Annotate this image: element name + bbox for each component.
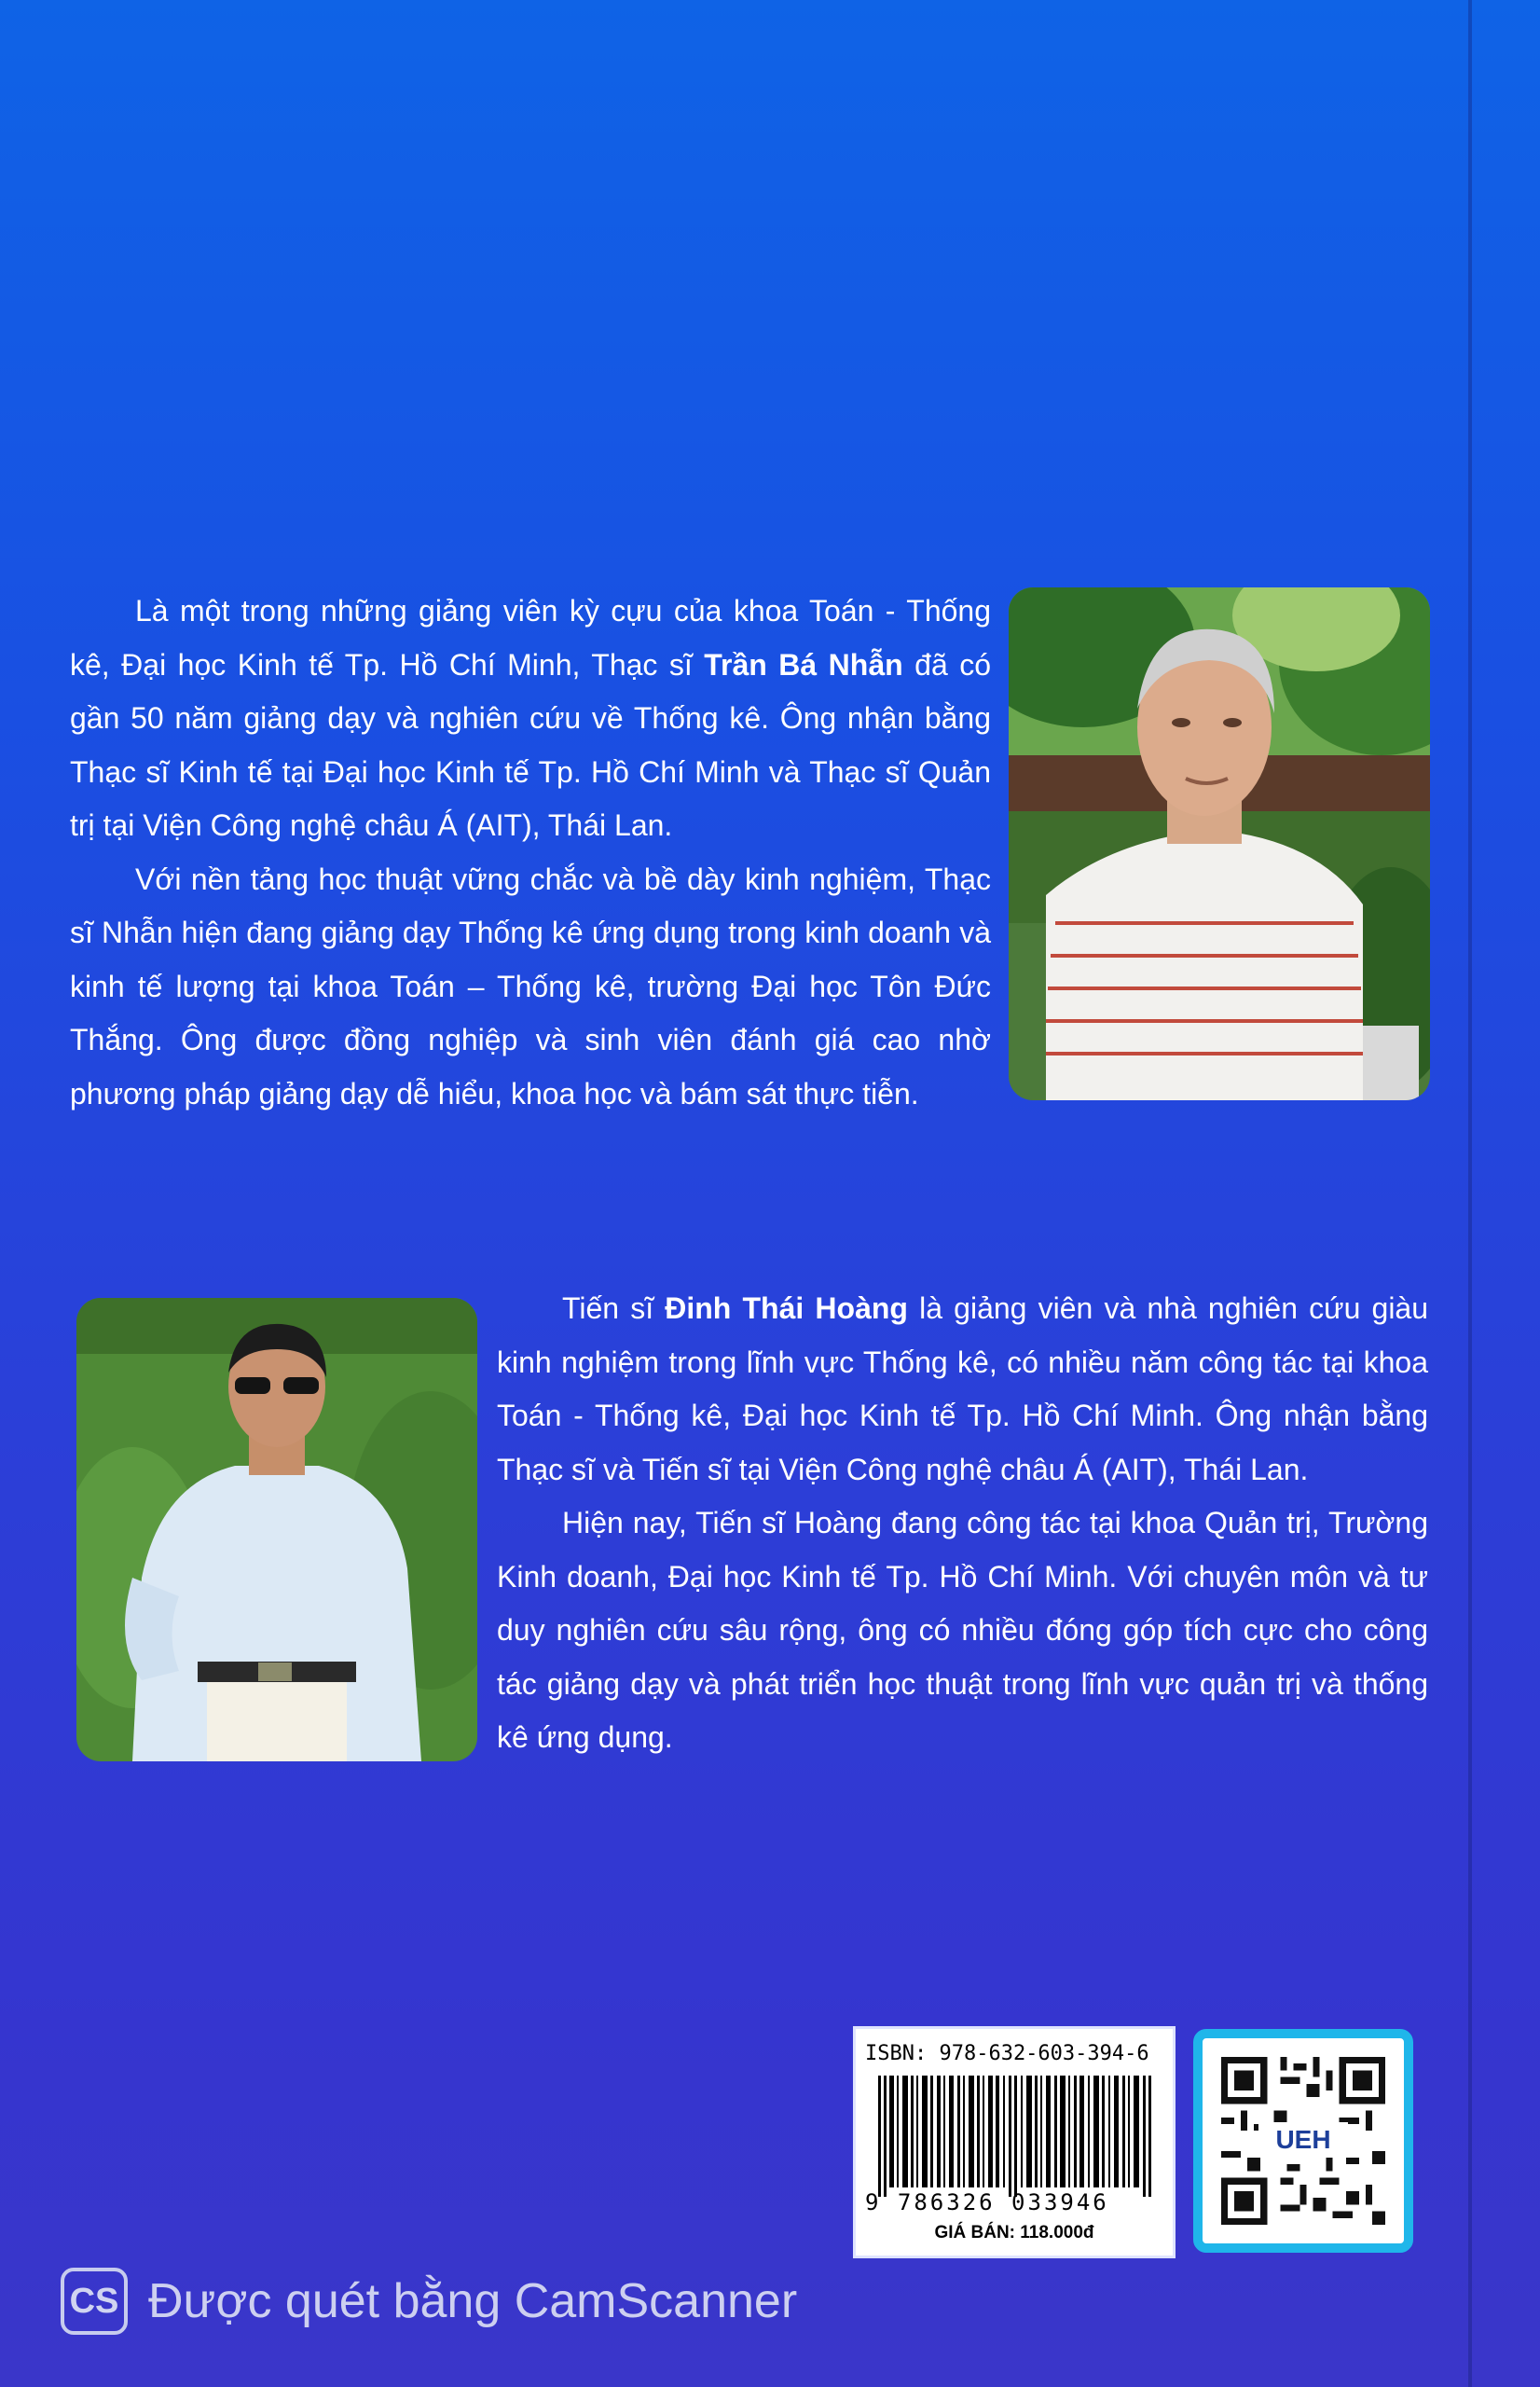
price-label: GIÁ BÁN: 118.000đ <box>934 2223 1094 2242</box>
author1-photo <box>1009 587 1430 1100</box>
barcode-digits: 9 786326 033946 <box>865 2189 1109 2215</box>
author2-paragraph1-pre: Tiến sĩ <box>562 1291 666 1325</box>
author1-paragraph1-post: đã có gần 50 năm giảng dạy và nghiên cứu về Thống kê. Ông nhận bằng Thạc sĩ Kinh tế tại Đại học Kinh tế Tp. Hồ Chí Minh và Thạc sĩ Quản trị tại Viện Công nghệ châu Á (AIT), Thái Lan. <box>70 647 991 842</box>
author2-photo <box>76 1298 477 1761</box>
isbn-barcode <box>856 2029 1173 2256</box>
camscanner-watermark <box>61 2264 797 2339</box>
spine-edge <box>1468 0 1472 2387</box>
author2-paragraph1 <box>497 1282 1428 1497</box>
author1-bio <box>70 585 991 1121</box>
author1-paragraph1-pre: Là một trong những giảng viên kỳ cựu của khoa Toán - Thống kê, Đại học Kinh tế Tp. Hồ Chí Minh, Thạc sĩ <box>70 594 991 682</box>
watermark-text: Được quét bằng CamScanner <box>148 2274 798 2328</box>
author2-name: Đinh Thái Hoàng <box>665 1291 908 1325</box>
author2-paragraph2: Hiện nay, Tiến sĩ Hoàng đang công tác tại khoa Quản trị, Trường Kinh doanh, Đại học Kinh tế Tp. Hồ Chí Minh. Với chuyên môn và tư duy nghiên cứu sâu rộng, ông có nhiều đóng góp tích cực cho công tác giảng dạy và phát triển học thuật trong lĩnh vực quản trị và thống kê ứng dụng. <box>497 1506 1428 1754</box>
author1-paragraph2: Với nền tảng học thuật vững chắc và bề dày kinh nghiệm, Thạc sĩ Nhẫn hiện đang giảng dạy Thống kê ứng dụng trong kinh doanh và kinh tế lượng tại khoa Toán – Thống kê, trường Đại học Tôn Đức Thắng. Ông được đồng nghiệp và sinh viên đánh giá cao nhờ phương pháp giảng dạy dễ hiểu, khoa học và bám sát thực tiễn. <box>70 862 991 1111</box>
ueh-logo: UEH <box>1258 2122 1348 2158</box>
author2-bio <box>497 1282 1428 1765</box>
qr-code <box>1193 2029 1413 2253</box>
author1-paragraph1 <box>70 585 991 853</box>
barcode-bars <box>878 2076 1158 2197</box>
isbn-label: ISBN: 978-632-603-394-6 <box>865 2042 1149 2065</box>
author1-name: Trần Bá Nhẫn <box>704 647 903 682</box>
author2-paragraph1-post: là giảng viên và nhà nghiên cứu giàu kinh nghiệm trong lĩnh vực Thống kê, có nhiều năm công tác tại khoa Toán - Thống kê, Đại học Kinh tế Tp. Hồ Chí Minh. Ông nhận bằng Thạc sĩ và Tiến sĩ tại Viện Công nghệ châu Á (AIT), Thái Lan. <box>497 1291 1429 1486</box>
camscanner-icon: CS <box>61 2268 128 2335</box>
